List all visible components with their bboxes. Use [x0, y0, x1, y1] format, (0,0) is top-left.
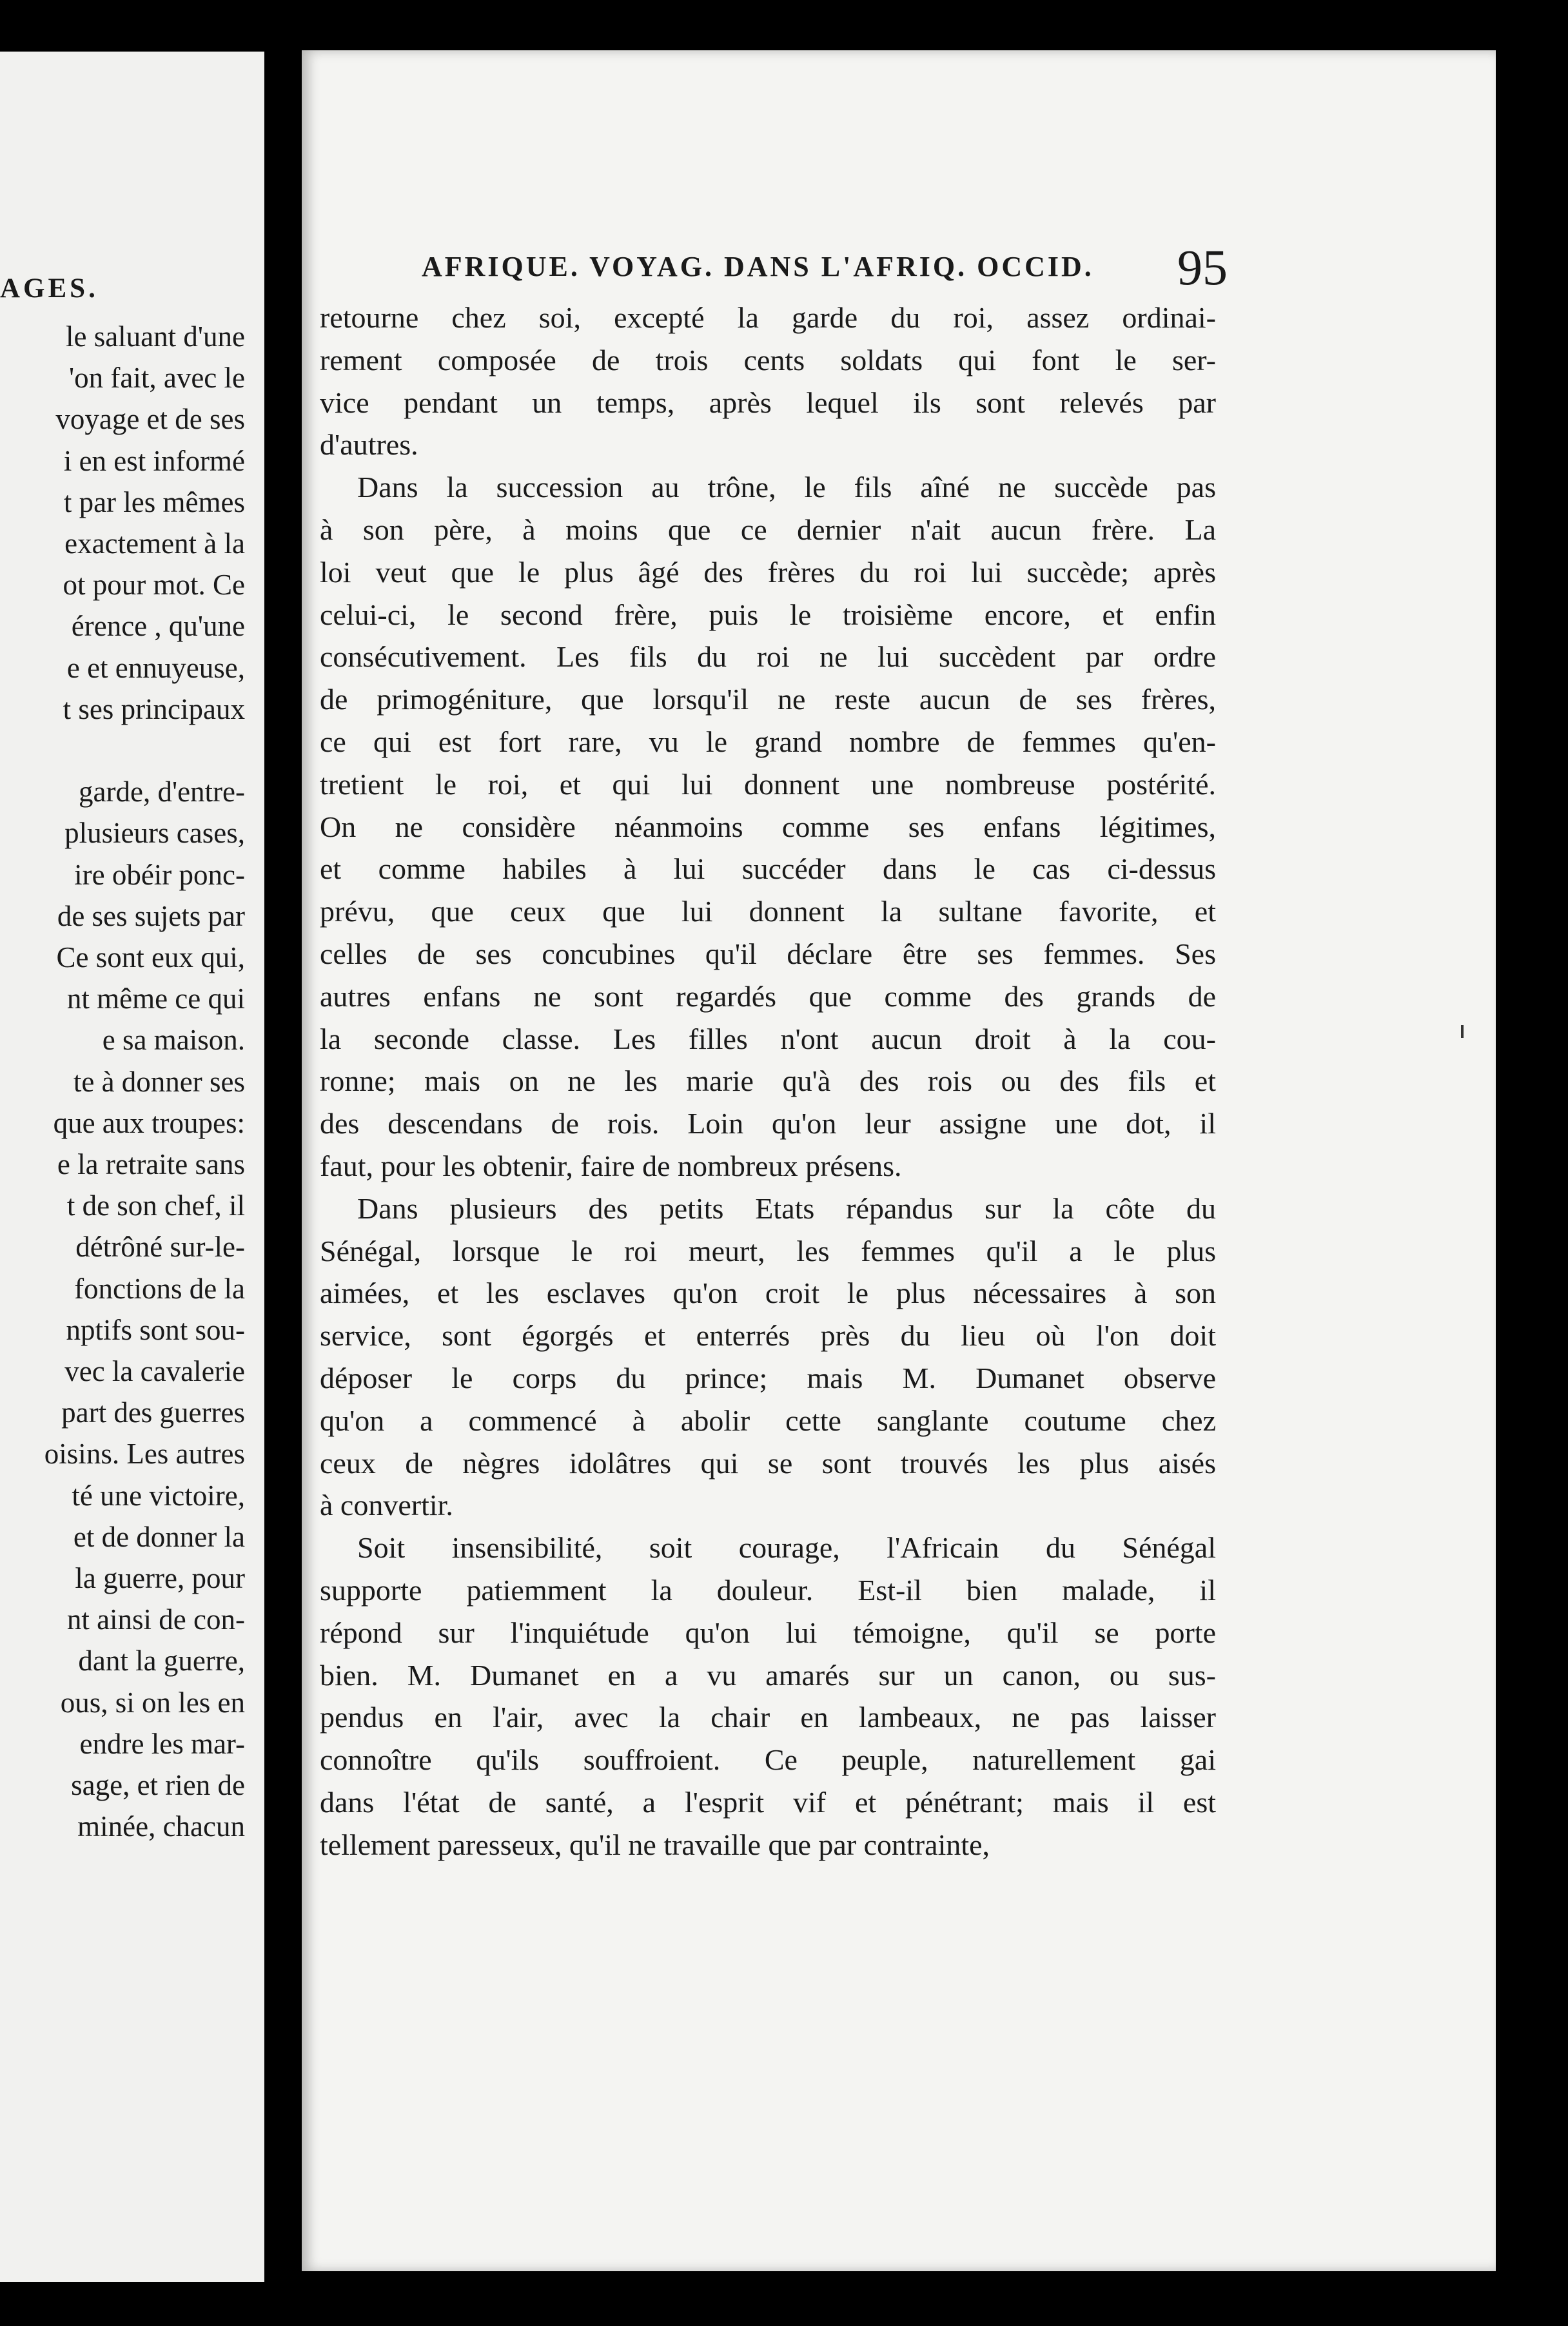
left-text-line: te à donner ses: [73, 1065, 245, 1098]
left-page-header: AGES.: [0, 273, 99, 304]
text-line: celui-ci, le second frère, puis le troisième encore, et enfin: [320, 598, 1216, 631]
left-text-line: le saluant d'une: [65, 320, 245, 353]
left-text-line: fonctions de la: [74, 1272, 245, 1305]
text-line: tellement paresseux, qu'il ne travaille que par contrainte,: [320, 1828, 990, 1861]
left-text-line: nt même ce qui: [66, 982, 245, 1015]
left-text-line: ot pour mot. Ce: [63, 569, 245, 601]
left-text-line: t ses principaux: [63, 692, 245, 725]
left-text-line: e sa maison.: [102, 1024, 245, 1057]
text-line: service, sont égorgés et enterrés près du lieu où l'on doit: [320, 1319, 1216, 1353]
text-line: loi veut que le plus âgé des frères du roi lui succède; après: [320, 555, 1216, 589]
text-line: On ne considère néanmoins comme ses enfans légitimes,: [320, 810, 1216, 843]
text-line: rement composée de trois cents soldats qui font le ser-: [320, 343, 1216, 376]
left-text-line: voyage et de ses: [55, 403, 245, 436]
margin-mark: [1461, 1025, 1464, 1038]
left-text-line: part des guerres: [61, 1396, 245, 1429]
text-line: ce qui est fort rare, vu le grand nombre de femmes qu'en-: [320, 725, 1216, 758]
left-text-line: dant la guerre,: [78, 1645, 245, 1677]
text-line: connoître qu'ils souffroient. Ce peuple, naturellement gai: [320, 1743, 1216, 1777]
left-text-line: nt ainsi de con-: [66, 1603, 245, 1636]
left-text-line: détrôné sur-le-: [75, 1231, 245, 1264]
left-text-line: 'on fait, avec le: [69, 362, 245, 395]
left-text-line: endre les mar-: [79, 1727, 245, 1760]
left-text-line: exactement à la: [64, 527, 245, 560]
left-text-line: et de donner la: [73, 1520, 245, 1553]
book-spine: [264, 0, 303, 2326]
right-page: [302, 50, 1496, 2271]
text-line: bien. M. Dumanet en a vu amarés sur un canon, ou sus-: [320, 1658, 1216, 1692]
left-text-line: t par les mêmes: [63, 485, 245, 518]
text-line: la seconde classe. Les filles n'ont aucun droit à la cou-: [320, 1022, 1216, 1055]
text-line: de primogéniture, que lorsqu'il ne reste aucun de ses frères,: [320, 683, 1216, 716]
left-text-line: ous, si on les en: [60, 1686, 245, 1719]
page-number: 95: [1177, 239, 1228, 295]
text-line: pendus en l'air, avec la chair en lambeaux, ne pas laisser: [320, 1701, 1216, 1734]
left-text-line: la guerre, pour: [75, 1562, 245, 1594]
left-text-line: e la retraite sans: [57, 1148, 245, 1180]
page-body: [320, 50, 1228, 2271]
text-line: faut, pour les obtenir, faire de nombreux présens.: [320, 1149, 902, 1182]
left-facing-page: [0, 52, 264, 2282]
text-line: déposer le corps du prince; mais M. Dumanet observe: [320, 1362, 1216, 1394]
text-line: supporte patiemment la douleur. Est-il bien malade, il: [320, 1574, 1216, 1607]
left-text-line: i en est informé: [63, 444, 245, 477]
text-line: des descendans de rois. Loin qu'on leur assigne une dot, il: [320, 1107, 1216, 1140]
left-text-line: Ce sont eux qui,: [56, 941, 245, 973]
text-line: retourne chez soi, excepté la garde du roi, assez ordinai-: [320, 301, 1216, 334]
text-line: à convertir.: [320, 1489, 453, 1522]
left-text-line: que aux troupes:: [53, 1106, 245, 1139]
text-line: répond sur l'inquiétude qu'on lui témoigne, qu'il se porte: [320, 1616, 1216, 1649]
text-line: prévu, que ceux que lui donnent la sultane favorite, et: [320, 895, 1216, 928]
left-text-line: sage, et rien de: [71, 1769, 245, 1801]
text-line: Dans plusieurs des petits Etats répandus sur la côte du: [357, 1191, 1216, 1225]
text-line: à son père, à moins que ce dernier n'ait aucun frère. La: [320, 513, 1216, 546]
left-text-line: nptifs sont sou-: [66, 1313, 245, 1346]
text-line: consécutivement. Les fils du roi ne lui succèdent par ordre: [320, 640, 1216, 674]
left-text-line: érence , qu'une: [71, 610, 245, 643]
text-line: dans l'état de santé, a l'esprit vif et pénétrant; mais il est: [320, 1786, 1216, 1819]
text-line: ceux de nègres idolâtres qui se sont trouvés les plus aisés: [320, 1446, 1216, 1480]
text-line: d'autres.: [320, 428, 418, 462]
text-line: Dans la succession au trône, le fils aîné ne succède pas: [357, 471, 1216, 504]
text-line: tretient le roi, et qui lui donnent une nombreuse postérité.: [320, 767, 1216, 801]
text-line: celles de ses concubines qu'il déclare être ses femmes. Ses: [320, 937, 1216, 970]
left-text-line: e et ennuyeuse,: [66, 651, 245, 684]
left-text-line: vec la cavalerie: [64, 1355, 245, 1387]
left-text-line: minée, chacun: [77, 1810, 245, 1843]
text-line: ronne; mais on ne les marie qu'à des rois ou des fils et: [320, 1064, 1216, 1098]
left-text-line: garde, d'entre-: [79, 776, 245, 808]
text-line: autres enfans ne sont regardés que comme des grands de: [320, 979, 1216, 1013]
text-line: Sénégal, lorsque le roi meurt, les femmes qu'il a le plus: [320, 1234, 1216, 1267]
left-text-line: ire obéir ponc-: [74, 858, 245, 891]
text-line: vice pendant un temps, après lequel ils sont relevés par: [320, 386, 1216, 419]
left-text-line: té une victoire,: [72, 1479, 245, 1512]
text-line: qu'on a commencé à abolir cette sanglante coutume chez: [320, 1403, 1216, 1437]
running-head: AFRIQUE. VOYAG. DANS L'AFRIQ. OCCID.: [422, 251, 1094, 282]
left-text-line: plusieurs cases,: [64, 817, 245, 850]
text-line: et comme habiles à lui succéder dans le cas ci-dessus: [320, 852, 1216, 886]
left-text-line: de ses sujets par: [57, 899, 245, 932]
text-line: aimées, et les esclaves qu'on croit le plus nécessaires à son: [320, 1276, 1216, 1310]
left-text-line: t de son chef, il: [66, 1189, 245, 1222]
left-text-line: oisins. Les autres: [44, 1438, 245, 1471]
text-line: Soit insensibilité, soit courage, l'Africain du Sénégal: [357, 1531, 1216, 1565]
